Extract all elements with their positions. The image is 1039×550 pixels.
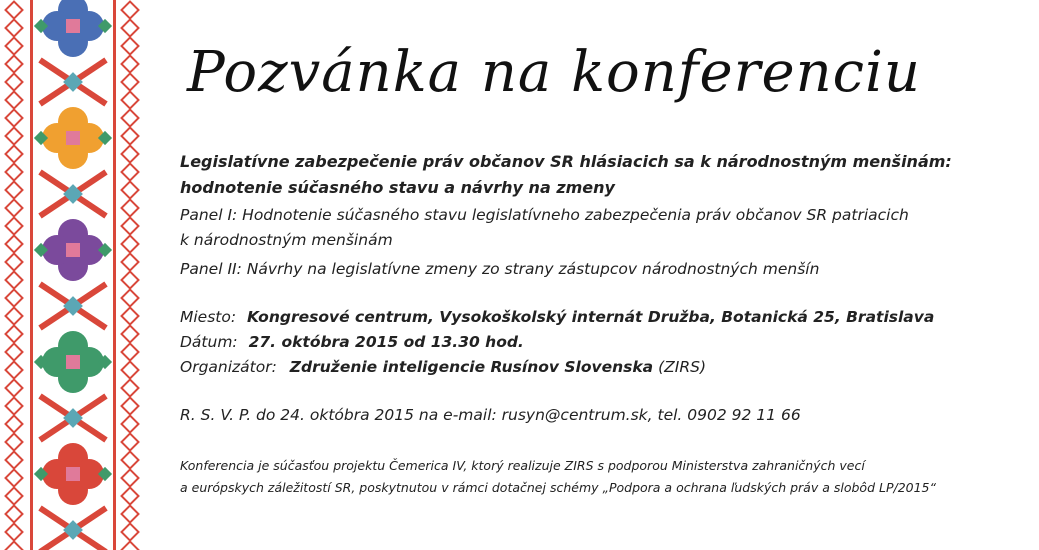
border-stitch-left [6,20,23,37]
rsvp-line: R. S. V. P. do 24. októbra 2015 na e-mail: rusyn@centrum.sk, tel. 0902 92 11 66 [180,406,801,424]
border-band-line [113,0,116,550]
border-stitch-right [122,200,139,217]
border-stitch-left [6,290,23,307]
border-stitch-right [122,2,139,19]
footer-line-1: Konferencia je súčasťou projektu Čemerica IV, ktorý realizuje ZIRS s podporou Ministerstva zahraničných vecí [180,458,865,473]
border-stitch-left [6,542,23,550]
flower-center [66,467,80,481]
date-value: 27. októbra 2015 od 13.30 hod. [248,333,524,351]
border-stitch-right [122,92,139,109]
border-stitch-left [6,308,23,325]
border-stitch-right [122,20,139,37]
organizer-label: Organizátor: [180,358,277,376]
border-stitch-right [122,218,139,235]
border-stitch-right [122,56,139,73]
place-label: Miesto: [180,308,237,326]
flower-center [66,243,80,257]
border-stitch-left [6,254,23,271]
invitation-content [175,0,1035,550]
border-stitch-right [122,416,139,433]
panel-1-line-2: k národnostným menšinám [180,231,393,249]
border-stitch-right [122,434,139,451]
border-stitch-right [122,182,139,199]
border-stitch-right [122,524,139,541]
border-stitch-right [122,344,139,361]
border-stitch-right [122,146,139,163]
flower-center [66,19,80,33]
border-stitch-right [122,362,139,379]
border-stitch-left [6,110,23,127]
border-stitch-right [122,470,139,487]
border-stitch-left [6,488,23,505]
border-stitch-left [6,74,23,91]
border-stitch-left [6,434,23,451]
border-stitch-right [122,380,139,397]
border-stitch-right [122,506,139,523]
border-stitch-left [6,92,23,109]
border-stitch-left [6,326,23,343]
headline-line-2: hodnotenie súčasného stavu a návrhy na zmeny [180,178,615,197]
panel-2: Panel II: Návrhy na legislatívne zmeny zo strany zástupcov národnostných menšín [180,260,820,278]
border-stitch-left [6,398,23,415]
flower-center [66,131,80,145]
border-stitch-right [122,542,139,550]
border-band-line [30,0,33,550]
headline-line-1: Legislatívne zabezpečenie práv občanov SR hlásiacich sa k národnostným menšinám: [180,152,952,171]
border-stitch-right [122,74,139,91]
organizer-row [180,358,706,376]
border-stitch-left [6,452,23,469]
border-stitch-left [6,236,23,253]
border-stitch-right [122,128,139,145]
border-stitch-right [122,38,139,55]
border-stitch-left [6,2,23,19]
border-stitch-left [6,416,23,433]
embroidery-pattern [0,0,150,550]
border-stitch-left [6,470,23,487]
date-label: Dátum: [180,333,238,351]
date-row [180,333,524,351]
place-row [180,308,934,326]
flower-center [66,355,80,369]
place-value: Kongresové centrum, Vysokoškolský internát Družba, Botanická 25, Bratislava [247,308,935,326]
border-stitch-right [122,290,139,307]
organizer-abbr: (ZIRS) [658,358,706,376]
border-stitch-left [6,38,23,55]
border-stitch-right [122,236,139,253]
border-stitch-right [122,488,139,505]
panel-1-line-1: Panel I: Hodnotenie súčasného stavu legislatívneho zabezpečenia práv občanov SR patriacich [180,206,909,224]
border-stitch-left [6,344,23,361]
border-stitch-right [122,164,139,181]
border-stitch-right [122,254,139,271]
page-title: Pozvánka na konferenciu [187,40,921,105]
folk-embroidery-border [0,0,150,550]
border-stitch-right [122,452,139,469]
border-stitch-left [6,506,23,523]
border-stitch-right [122,110,139,127]
border-stitch-left [6,524,23,541]
border-stitch-left [6,362,23,379]
border-stitch-right [122,308,139,325]
border-stitch-left [6,146,23,163]
border-stitch-right [122,272,139,289]
footer-line-2: a európskych záležitostí SR, poskytnutou v rámci dotačnej schémy „Podpora a ochrana ľudských práv a slobôd LP/2015“ [180,480,936,495]
border-stitch-right [122,326,139,343]
border-stitch-left [6,272,23,289]
border-stitch-left [6,218,23,235]
border-stitch-left [6,380,23,397]
border-stitch-left [6,182,23,199]
border-stitch-left [6,56,23,73]
border-stitch-left [6,200,23,217]
border-stitch-left [6,164,23,181]
organizer-value: Združenie inteligencie Rusínov Slovenska [289,358,654,376]
border-stitch-left [6,128,23,145]
border-stitch-right [122,398,139,415]
